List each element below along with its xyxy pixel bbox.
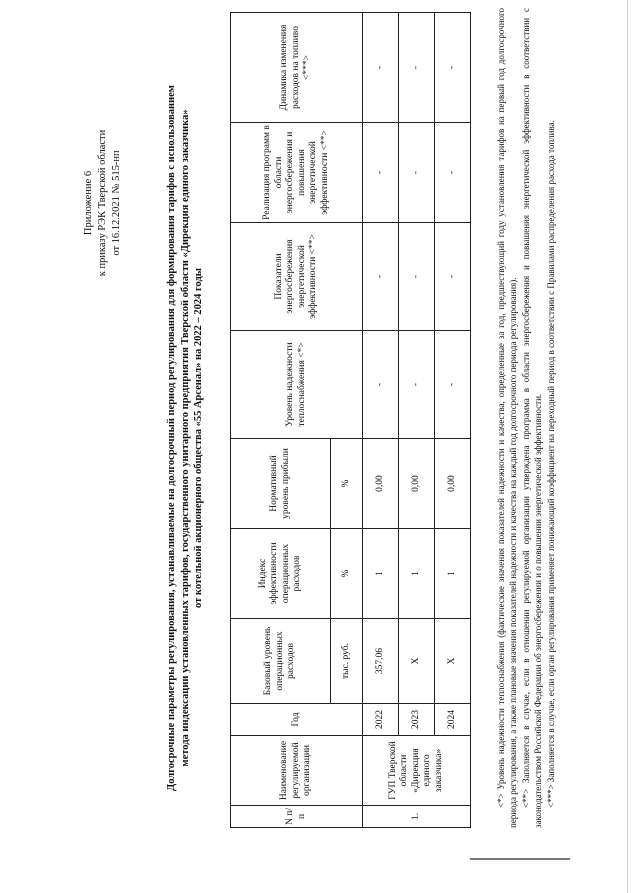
col-header-program: Реализация программ в области энергосбережения и повышения энергетической эффективности <**> (231, 123, 363, 223)
cell-reliability: - (435, 331, 471, 439)
cell-profit: 0,00 (363, 439, 399, 529)
cell-year: 2024 (435, 704, 471, 736)
footnote-3: <***> Заполняется в случае, если орган регулирования применяет понижающий коэффициент на переходный период в соответствии с Правилами распределения расхода топлива. (546, 120, 556, 808)
document-title (165, 48, 206, 828)
cell-profit: 0,00 (435, 439, 471, 529)
col-header-org: Наименование регулируемой организации (231, 736, 363, 806)
col-header-energy: Показатели энергосбережения энергетической эффективности <**> (231, 223, 363, 331)
cell-index: 1 (399, 529, 435, 619)
title-line-1: Долгосрочные параметры регулирования, устанавливаемые на долгосрочный период регулирования для формирования тарифов с использованием (166, 85, 177, 791)
appendix-line-2: к приказу РЭК Тверской области (97, 129, 108, 277)
cell-index: 1 (363, 529, 399, 619)
cell-base: 357,06 (363, 619, 399, 704)
title-line-3: от котельной акционерного общества «55 Арсенал» на 2022 – 2024 годы (193, 268, 204, 608)
cell-year: 2022 (363, 704, 399, 736)
appendix-line-1: Приложение 6 (83, 170, 94, 236)
row-number: 1. (363, 806, 471, 828)
footnote-1: <*> Уровень надежности теплоснабжения (фактические значения показателей надежности и качества, определенные за год, предшествующий году установления тарифов на первый год долгосрочного периода регулирования, а также плановые значения показателей надежности и качества на каждый год долгосрочного периода регулирования). (496, 8, 518, 828)
footnote-2: <**> Заполняется в случае, если в отношении регулируемой организации утверждена программа в области энергосбережения и повышения энергетической эффективности в соответствии с законодательством Российской Федерации об энергосбережении и о повышении энергетической эффективности. (521, 8, 543, 828)
title-line-2: метода индексации установленных тарифов, государственного унитарного предприятия Тверской области «Дирекция единого заказчика» (179, 109, 191, 767)
cell-index: 1 (435, 529, 471, 619)
cell-energy: - (363, 223, 399, 331)
col-header-reliability: Уровень надежности теплоснабжения <*> (231, 331, 363, 439)
unit-profit: % (331, 439, 363, 529)
appendix-header (82, 53, 124, 353)
cell-program: - (399, 123, 435, 223)
header-row (231, 13, 331, 828)
cell-profit: 0,00 (399, 439, 435, 529)
table-row (435, 13, 471, 828)
unit-index: % (331, 529, 363, 619)
cell-energy: - (399, 223, 435, 331)
col-header-base: Базовый уровень операционных расходов (231, 619, 331, 704)
col-header-num: N п/п (231, 806, 363, 828)
cell-reliability: - (363, 331, 399, 439)
cell-base: Х (399, 619, 435, 704)
cell-reliability: - (399, 331, 435, 439)
col-header-year: Год (231, 704, 363, 736)
footnotes (495, 8, 558, 828)
col-header-index: Индекс эффективности операционных расходов (231, 529, 331, 619)
cell-fuel: - (363, 13, 399, 123)
cell-fuel: - (435, 13, 471, 123)
cell-base: Х (435, 619, 471, 704)
col-header-fuel: Динамика изменения расходов на топливо <***> (231, 13, 363, 123)
appendix-line-3: от 16.12.2021 № 515-нп (111, 150, 122, 256)
cell-program: - (363, 123, 399, 223)
cell-fuel: - (399, 13, 435, 123)
cell-energy: - (435, 223, 471, 331)
col-header-profit: Нормативный уровень прибыли (231, 439, 331, 529)
org-name: ГУП Тверской области «Дирекция единого заказчика» (363, 736, 471, 806)
table-row (363, 13, 399, 828)
parameters-table (230, 12, 471, 828)
cell-year: 2023 (399, 704, 435, 736)
unit-base: тыс. руб. (331, 619, 363, 704)
cell-program: - (435, 123, 471, 223)
table-row (399, 13, 435, 828)
